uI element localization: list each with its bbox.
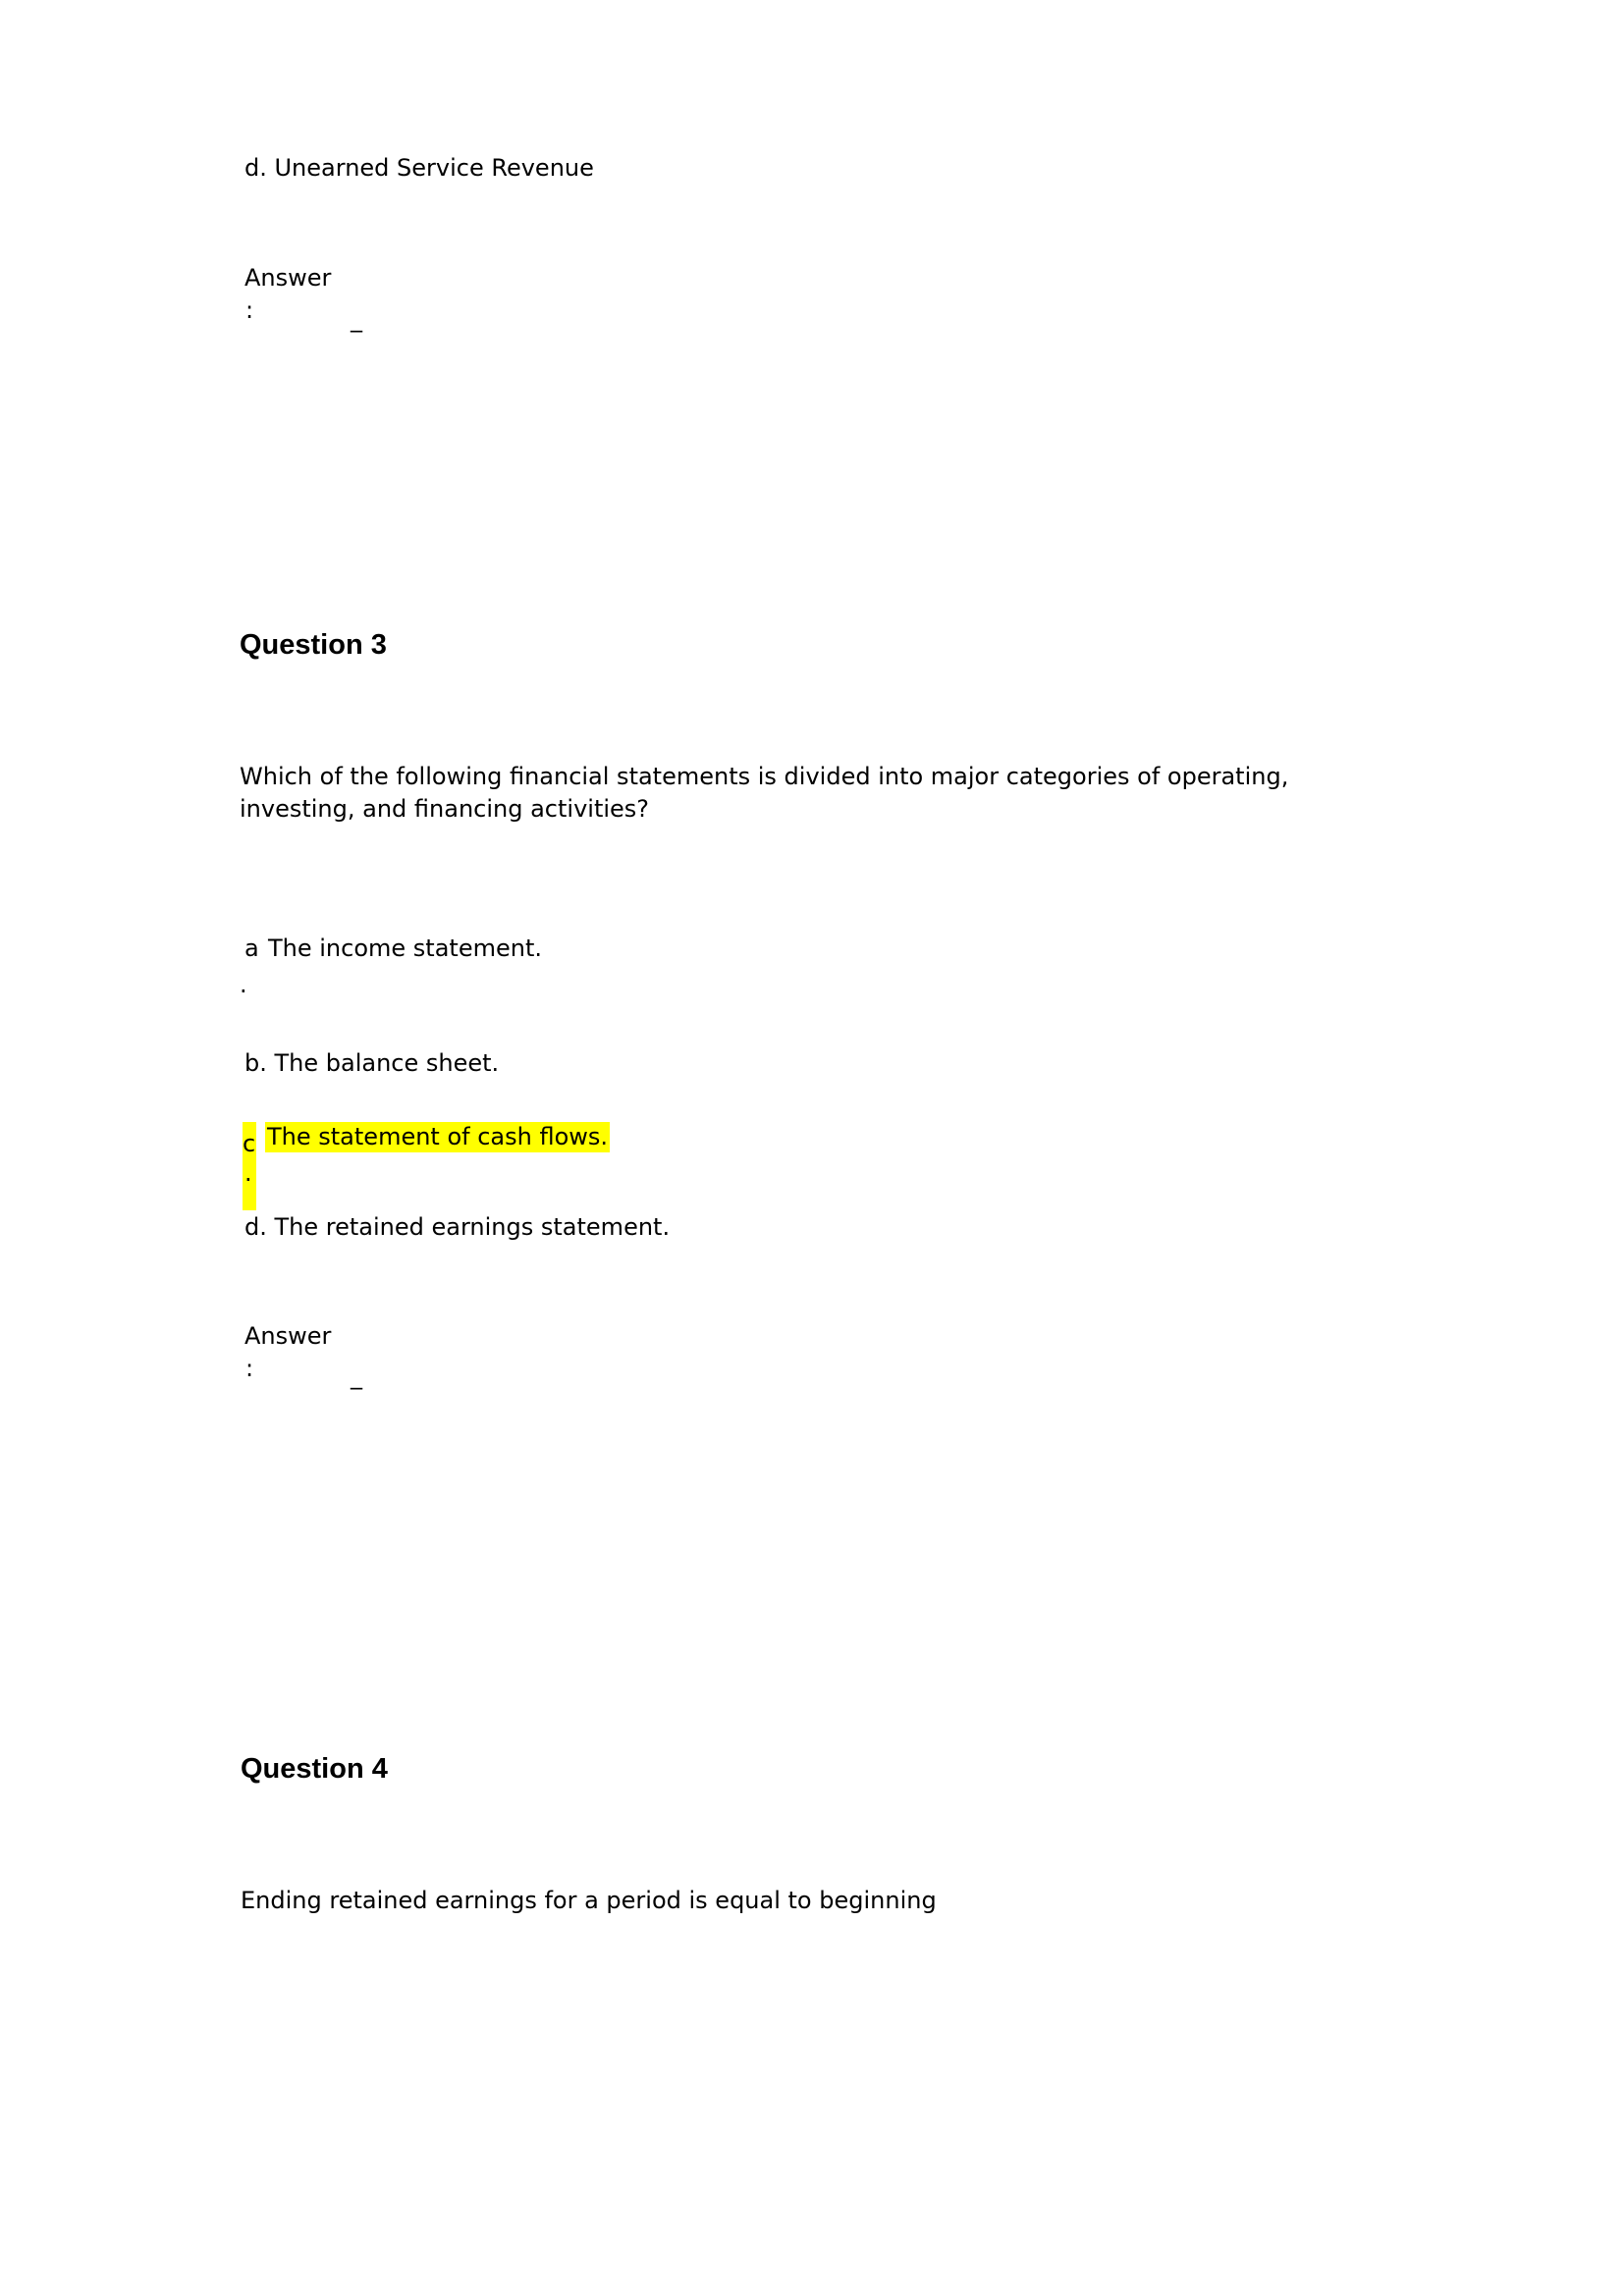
- question-title: Question 4: [241, 1753, 388, 1785]
- answer-value: _: [351, 305, 362, 333]
- question-text-line-2: investing, and financing activities?: [240, 795, 650, 823]
- option-a-text: The income statement.: [268, 934, 542, 962]
- option-c-letter-highlight: [243, 1122, 256, 1210]
- answer-label: Answer: [244, 264, 332, 292]
- option-c-text: The statement of cash flows.: [267, 1123, 609, 1150]
- option-d: d. Unearned Service Revenue: [244, 154, 594, 182]
- option-b-letter: b.: [244, 1049, 267, 1077]
- option-d-text: The retained earnings statement.: [274, 1213, 671, 1241]
- question-text: Ending retained earnings for a period is equal to beginning: [241, 1887, 937, 1914]
- answer-colon: :: [245, 296, 254, 324]
- option-b: [244, 1048, 499, 1078]
- answer-label: Answer: [244, 1322, 332, 1350]
- option-c-dot: .: [244, 1159, 252, 1187]
- option-d: [244, 1212, 670, 1242]
- question-text-line-1: Which of the following financial statements is divided into major categories of operating,: [240, 763, 1289, 790]
- option-a-letter: a: [244, 934, 259, 962]
- question-title: Question 3: [240, 629, 387, 661]
- option-a-dot: .: [240, 971, 247, 998]
- option-b-text: The balance sheet.: [274, 1049, 500, 1077]
- answer-value: _: [351, 1362, 362, 1390]
- answer-colon: :: [245, 1355, 254, 1382]
- option-d-letter: d.: [244, 1213, 267, 1241]
- option-c-letter: c: [243, 1130, 256, 1157]
